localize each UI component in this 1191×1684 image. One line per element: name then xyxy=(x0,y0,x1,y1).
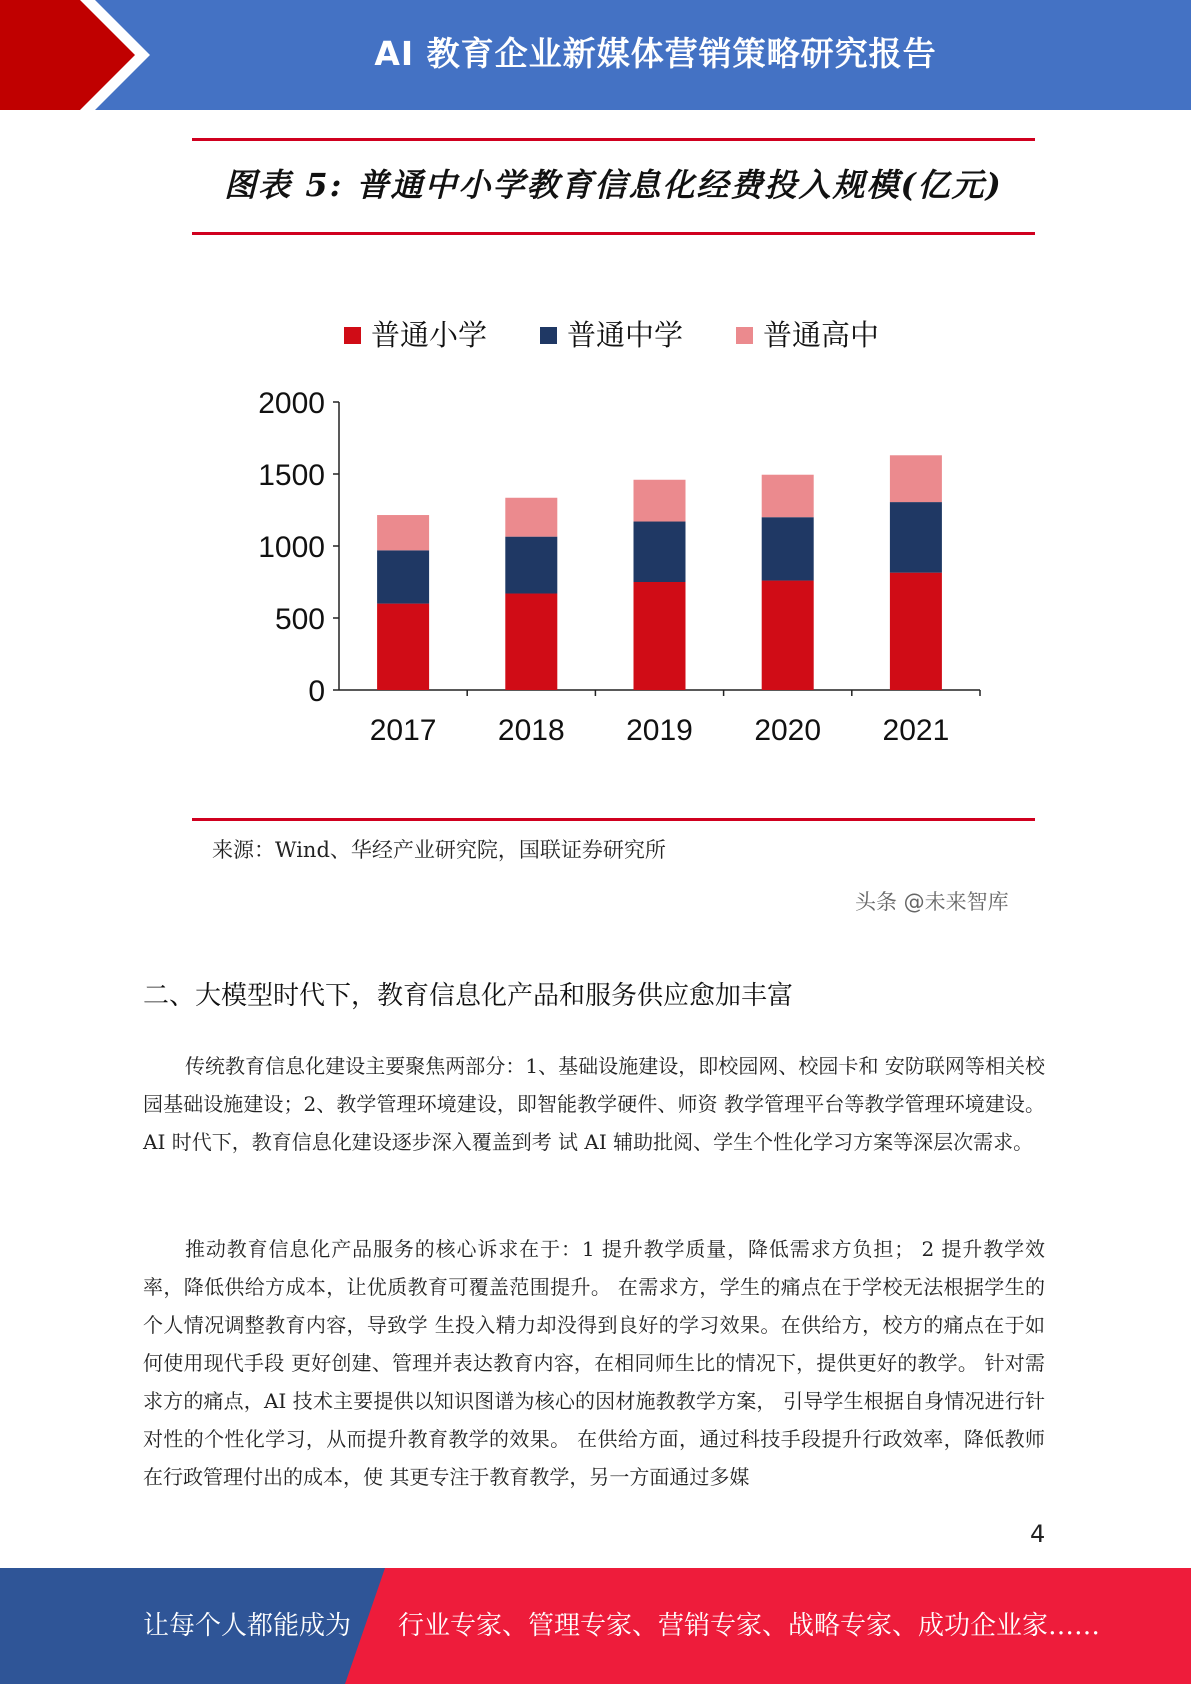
paragraph-2: 推动教育信息化产品服务的核心诉求在于：1 提升教学质量，降低需求方负担； 2 提升教学效率，降低供给方成本，让优质教育可覆盖范围提升。 在需求方，学生的痛点在于学校无法根据学生的个人情况调整教育内容，导致学 生投入精力却没得到良好的学习效果。在供给方，校方的痛点在于如何使用现代手段 更好创建、管理并表达教育内容，在相同师生比的情况下，提供更好的教学。 针对需求方的痛点，AI 技术主要提供以知识图谱为核心的因材施教教学方案， 引导学生根据自身情况进行针对性的个性化学习，从而提升教育教学的效果。 在供给方面，通过科技手段提升行政效率，降低教师在行政管理付出的成本，使 其更专注于教育教学，另一方面通过多媒 xyxy=(143,1237,1045,1489)
bar-segment xyxy=(634,522,686,582)
y-tick-label: 0 xyxy=(308,675,325,708)
x-tick-label: 2017 xyxy=(369,714,437,747)
paragraph-1: 传统教育信息化建设主要聚焦两部分：1、基础设施建设，即校园网、校园卡和 安防联网等相关校园基础设施建设；2、教学管理环境建设，即智能教学硬件、师资 教学管理平台等教学管理环境建设。AI 时代下，教育信息化建设逐步深入覆盖到考 试 AI 辅助批阅、学生个性化学习方案等深层次需求。 xyxy=(143,1054,1045,1154)
section-heading: 二、大模型时代下，教育信息化产品和服务供应愈加丰富 xyxy=(143,981,794,1011)
legend-label: 普通中学 xyxy=(567,318,684,352)
y-tick-label: 1500 xyxy=(258,459,325,492)
page-footer xyxy=(0,1568,1191,1684)
bar-segment xyxy=(377,550,429,603)
y-tick-label: 2000 xyxy=(258,387,325,420)
bar-segment xyxy=(762,517,814,580)
bar-segment xyxy=(762,581,814,690)
page-number: 4 xyxy=(1030,1520,1046,1548)
figure-source: 来源：Wind、华经产业研究院，国联证券研究所 xyxy=(212,838,666,862)
legend-swatch xyxy=(540,327,557,344)
watermark: 头条 @未来智库 xyxy=(855,890,1009,914)
legend-label: 普通小学 xyxy=(371,318,488,352)
x-tick-label: 2020 xyxy=(754,714,822,747)
bar-segment xyxy=(890,573,942,690)
bar-segment xyxy=(634,480,686,522)
x-tick-label: 2018 xyxy=(497,714,565,747)
bar-segment xyxy=(634,582,686,690)
stacked-bar-chart xyxy=(192,290,1012,760)
y-tick-label: 500 xyxy=(274,603,325,636)
figure-bottom-rule xyxy=(192,818,1035,821)
footer-slogan-right: 行业专家、管理专家、营销专家、战略专家、成功企业家…… xyxy=(398,1611,1101,1641)
legend-swatch xyxy=(344,327,361,344)
bar-segment xyxy=(377,604,429,690)
legend-label: 普通高中 xyxy=(763,318,880,352)
bar-segment xyxy=(890,502,942,573)
x-tick-label: 2019 xyxy=(626,714,693,747)
x-tick-label: 2021 xyxy=(882,714,950,747)
footer-slogan-left: 让每个人都能成为 xyxy=(143,1611,352,1641)
figure-top-rule xyxy=(192,138,1035,141)
bar-segment xyxy=(377,515,429,550)
bar-segment xyxy=(505,594,557,690)
figure-title-rule xyxy=(192,232,1035,235)
bar-segment xyxy=(505,537,557,594)
legend-swatch xyxy=(736,327,753,344)
y-tick-label: 1000 xyxy=(258,531,325,564)
figure-title: 图表 5: 普通中小学教育信息化经费投入规模(亿元) xyxy=(224,166,1003,204)
bar-segment xyxy=(890,455,942,502)
bar-segment xyxy=(762,475,814,517)
bar-segment xyxy=(505,498,557,537)
report-title: AI 教育企业新媒体营销策略研究报告 xyxy=(374,34,937,73)
page-header xyxy=(0,0,1191,110)
